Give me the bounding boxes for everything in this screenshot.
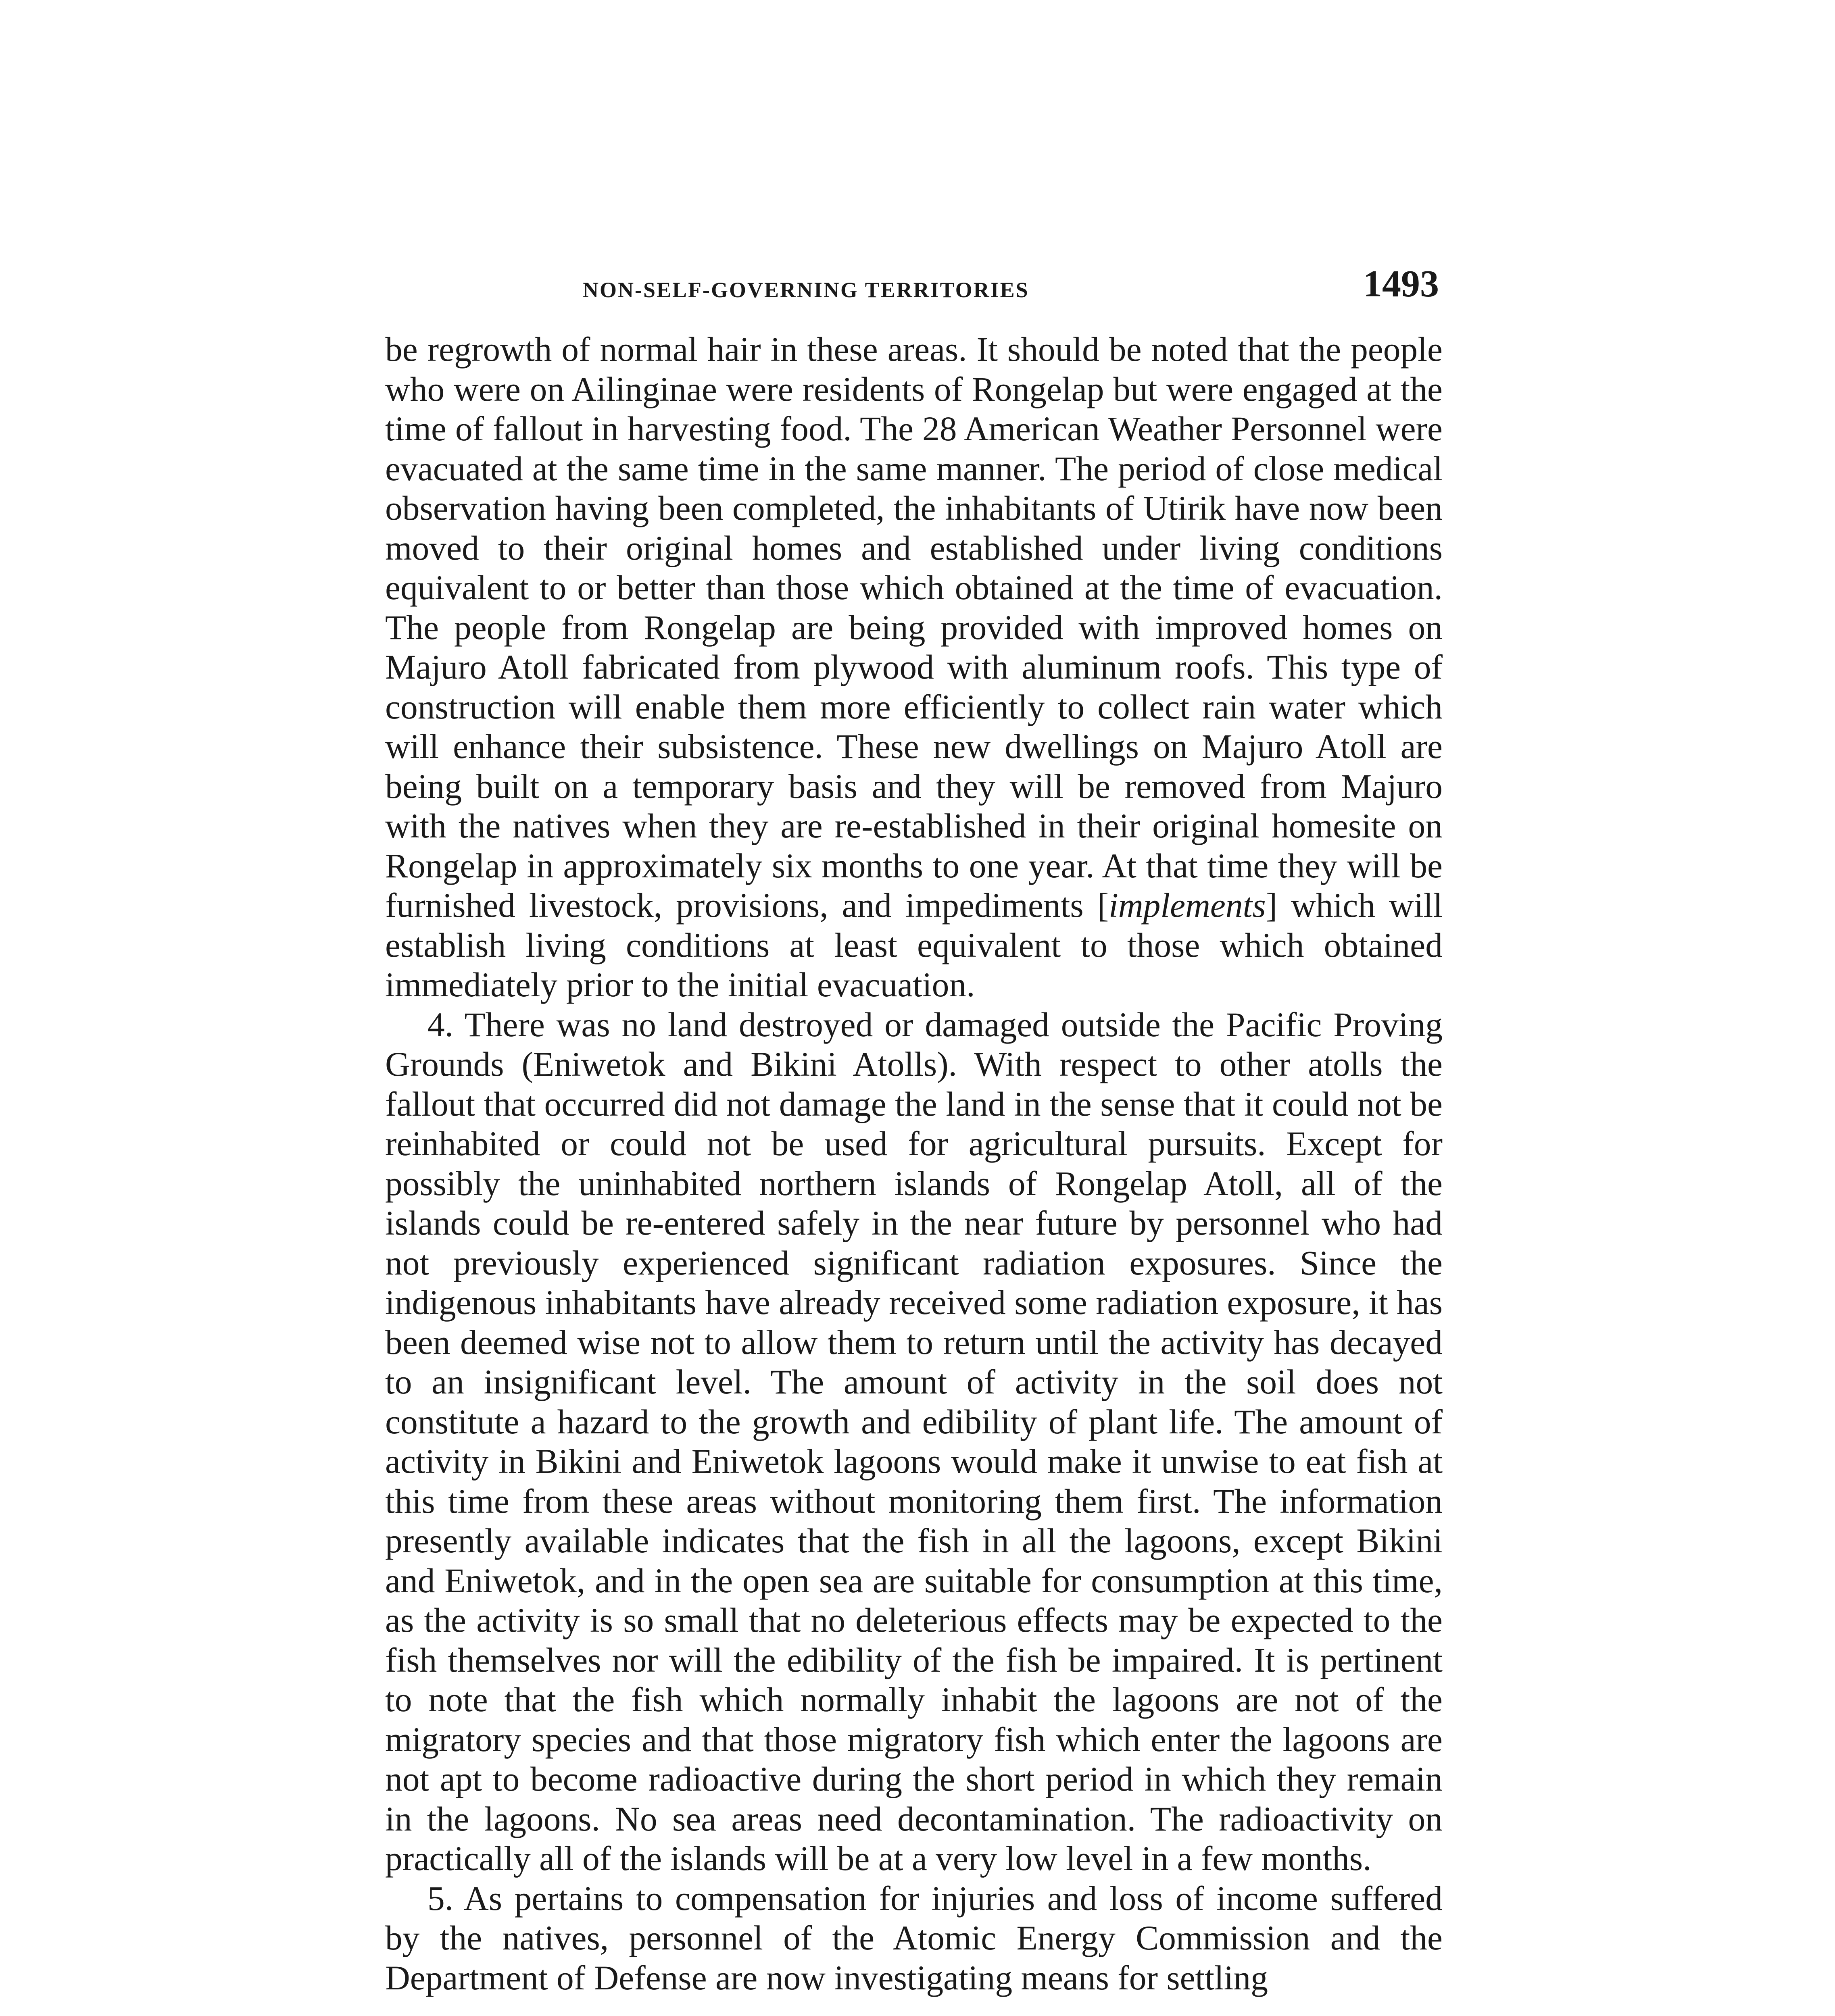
paragraph-continuation <box>385 330 1443 1005</box>
running-head: NON-SELF-GOVERNING TERRITORIES <box>583 278 1029 302</box>
italic-correction: implements <box>1109 887 1266 925</box>
page-header <box>383 262 1444 306</box>
page-number: 1493 <box>1363 263 1439 305</box>
paragraph-text: 4. There was no land destroyed or damaged outside the Pacific Proving Grounds (Eniwetok and Bikini Atolls). With respect to other atolls the fallout that occurred did not damage the land in the sense that it could not be reinhabited or could not be used for agricultural pursuits. Except for possibly the uninhabited northern islands of Rongelap Atoll, all of the islands could be re-entered safely in the near future by personnel who had not previously experienced significant radiation exposures. Since the indigenous inhabitants have already received some radiation exposure, it has been deemed wise not to allow them to return until the activity has decayed to an insignificant level. The amount of activity in the soil does not constitute a hazard to the growth and edibility of plant life. The amount of activity in Bikini and Eniwetok lagoons would make it unwise to eat fish at this time from these areas without monitoring them first. The information presently available indicates that the fish in all the lagoons, except Bikini and Eniwetok, and in the open sea are suitable for consumption at this time, as the activity is so small that no deleterious effects may be expected to the fish themselves nor will the edibility of the fish be impaired. It is pertinent to note that the fish which normally inhabit the lagoons are not of the migratory species and that those migratory fish which enter the lagoons are not apt to become radioactive during the short period in which they remain in the lagoons. No sea areas need decontamination. The radioactivity on practically all of the islands will be at a very low level in a few months. <box>385 1006 1443 1878</box>
paragraph-text-after: ] which will establish living conditions at least equivalent to those which obtained immediately prior to the initial evacuation. <box>385 887 1443 1004</box>
paragraph-text: 5. As pertains to compensation for injuries and loss of income suffered by the natives, personnel of the Atomic Energy Commission and the Department of Defense are now investigating means for settling <box>385 1879 1443 1997</box>
paragraph-item-5 <box>385 1879 1443 1998</box>
body-text <box>385 330 1443 1998</box>
paragraph-text: be regrowth of normal hair in these areas. It should be noted that the people who were on Ailinginae were residents of Rongelap but were engaged at the time of fallout in harvesting food. The 28 American Weather Personnel were evacuated at the same time in the same manner. The period of close medical observation having been completed, the inhabitants of Utirik have now been moved to their original homes and established under living conditions equivalent to or better than those which obtained at the time of evacuation. The people from Rongelap are being provided with improved homes on Majuro Atoll fabricated from plywood with aluminum roofs. This type of construction will enable them more efficiently to collect rain water which will enhance their subsistence. These new dwellings on Majuro Atoll are being built on a temporary basis and they will be removed from Majuro with the natives when they are re-established in their original homesite on Rongelap in approximately six months to one year. At that time they will be furnished livestock, provisions, and impediments [ <box>385 331 1443 925</box>
paragraph-item-4 <box>385 1005 1443 1879</box>
